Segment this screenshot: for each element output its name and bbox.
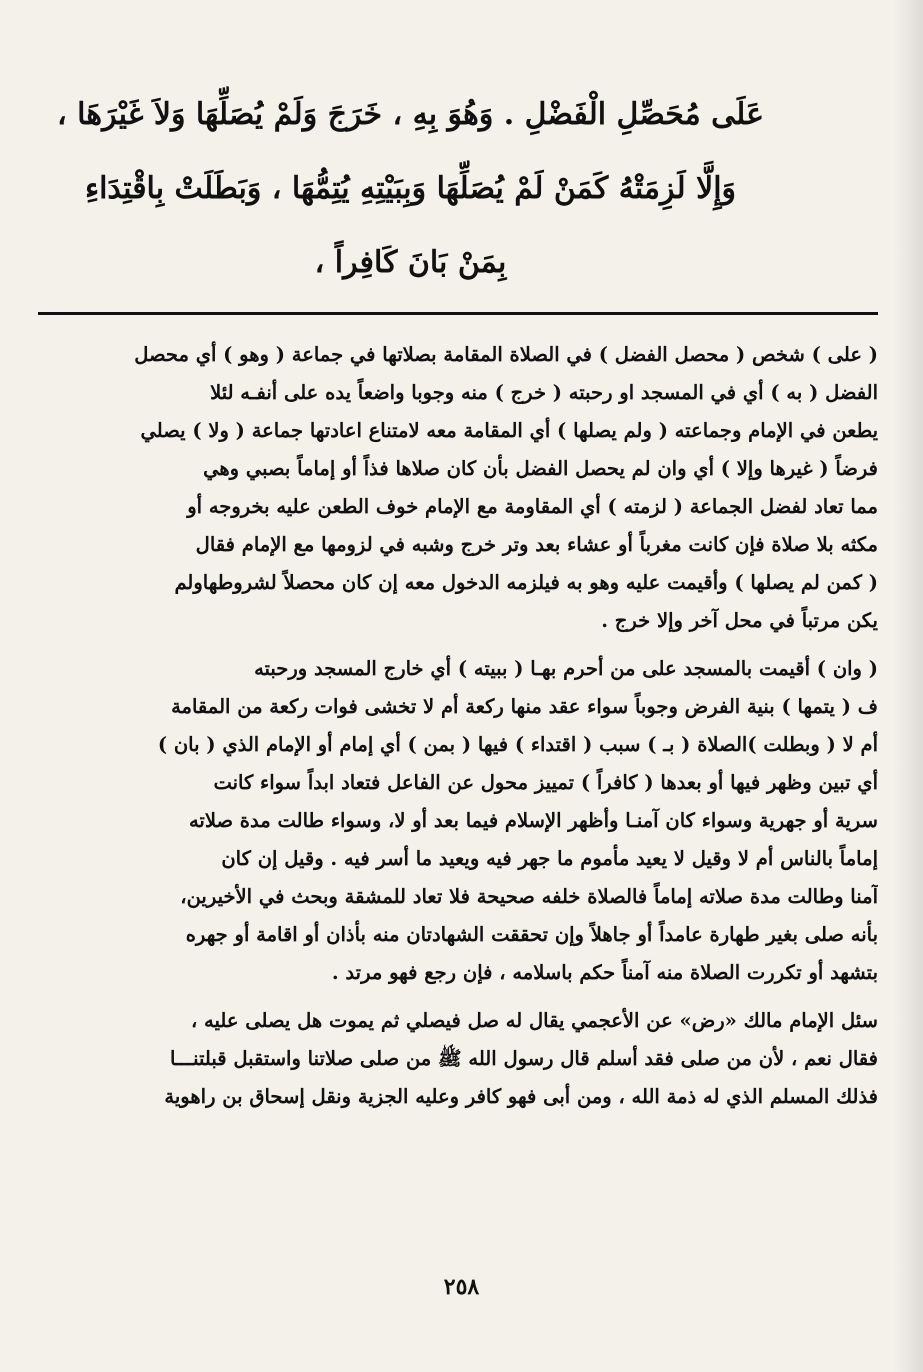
commentary-line: بأنه صلى بغير طهارة عامداً أو جاهلاً وإن تحققت الشهادتان منه بأذان أو اقامة أو جهره (185, 923, 878, 946)
commentary-line: الفضل ( به ) أي في المسجد او رحبته ( خرج ) منه وجوبا واضعاً يده على أنفـه لئلا (210, 381, 878, 404)
commentary-line: أم لا ( وبطلت )الصلاة ( بـ ) سبب ( اقتداء ) فيها ( بمن ) أي إمام أو الإمام الذي ( بان ) (157, 733, 878, 756)
commentary-line: سئل الإمام مالك «رض» عن الأعجمي يقال له صل فيصلي ثم يموت هل يصلى عليه ، (190, 1009, 878, 1032)
main-text-line: وَإِلَّا لَزِمَتْهُ كَمَنْ لَمْ يُصَلِّهَا وَبِبَيْتِهِ يُتِمُّهَا ، وَبَطَلَتْ بِاقْتِدَاءِ (84, 171, 737, 206)
commentary-line: ( على ) شخص ( محصل الفضل ) في الصلاة المقامة بصلاتها في جماعة ( وهو ) أي محصل (134, 343, 878, 366)
commentary-line: ف ( يتمها ) بنية الفرض وجوباً سواء عقد منها ركعة أم لا تخشى فوات ركعة من المقامة (171, 695, 878, 718)
commentary-line: بتشهد أو تكررت الصلاة منه آمناً حكم باسلامه ، فإن رجع فهو مرتد . (331, 961, 878, 984)
commentary-line: ( كمن لم يصلها ) وأقيمت عليه وهو به فيلزمه الدخول معه إن كان محصلاً لشروطهاولم (174, 571, 878, 594)
commentary-line: سرية أو جهرية وسواء كان آمنـا وأظهر الإسلام فيما بعد أو لا، وسواء طالت مدة صلاته (188, 809, 878, 832)
commentary-line: مكثه بلا صلاة فإن كانت مغرباً أو عشاء بعد وتر خرج وشبه في لزومها مع الإمام فقال (195, 533, 878, 556)
scan-edge-shadow (893, 0, 923, 1372)
commentary-line: فرضاً ( غيرها وإلا ) أي وان لم يحصل الفضل بأن كان صلاها فذاً أو إماماً بصبي وهي (203, 457, 878, 480)
page-number: ٢٥٨ (443, 1274, 480, 1300)
commentary-line: يطعن في الإمام وجماعته ( ولم يصلها ) أي المقامة معه لامتناع اعادتها جماعة ( ولا ) يصلي (140, 419, 878, 442)
commentary-line: أي تبين وظهر فيها أو بعدها ( كافراً ) تمييز محول عن الفاعل فتعاد ابداً سواء كانت (213, 771, 878, 794)
commentary-line: مما تعاد لفضل الجماعة ( لزمته ) أي المقاومة مع الإمام خوف الطعن عليه بخروجه أو (187, 495, 878, 518)
commentary-line: فقال نعم ، لأن من صلى فقد أسلم قال رسول الله ﷺ من صلى صلاتنا واستقبل قبلتنـــا (170, 1047, 878, 1070)
separator-rule (38, 312, 878, 315)
commentary-line: آمنا وطالت مدة صلاته إماماً فالصلاة خلفه صحيحة فلا تعاد للمشقة وبحث في الأخيرين، (180, 885, 878, 908)
commentary-paragraph (38, 336, 878, 640)
main-text-line: بِمَنْ بَانَ كَافِراً ، (314, 245, 507, 280)
commentary-paragraph (38, 1002, 878, 1116)
commentary-paragraph (38, 650, 878, 992)
main-text-block (48, 78, 773, 300)
commentary-block (38, 336, 878, 1116)
main-text-line: عَلَى مُحَصِّلِ الْفَضْلِ . وَهُوَ بِهِ ، خَرَجَ وَلَمْ يُصَلِّهَا وَلاَ غَيْرَهَا ، (57, 97, 764, 132)
commentary-line: ( وان ) أقيمت بالمسجد على من أحرم بهـا ( ببيته ) أي خارج المسجد ورحبته (254, 657, 878, 680)
commentary-line: فذلك المسلم الذي له ذمة الله ، ومن أبى فهو كافر وعليه الجزية ونقل إسحاق بن راهوية (164, 1085, 878, 1108)
commentary-line: يكن مرتباً في محل آخر وإلا خرج . (601, 609, 878, 632)
commentary-line: إماماً بالناس أم لا وقيل لا يعيد مأموم ما جهر فيه ويعيد ما أسر فيه . وقيل إن كان (221, 847, 878, 870)
